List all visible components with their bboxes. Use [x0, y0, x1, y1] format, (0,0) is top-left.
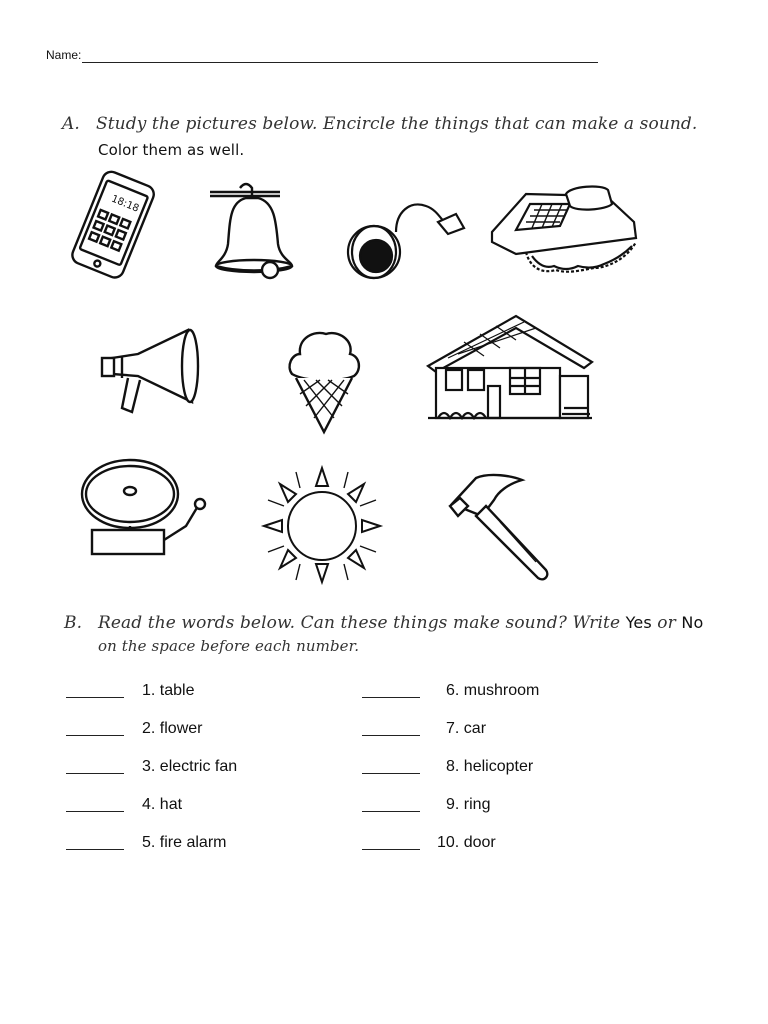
section-b-marker: B.	[64, 613, 83, 633]
answer-blank-10[interactable]	[362, 849, 420, 850]
phone-clock-text: 18:18	[109, 193, 141, 215]
item-word: car	[463, 720, 487, 737]
or-word: or	[651, 613, 682, 633]
section-a-marker: A.	[62, 114, 80, 134]
sun-icon[interactable]	[262, 464, 384, 584]
no-word: No	[681, 613, 704, 632]
item-word: table	[159, 682, 195, 699]
name-blank-line[interactable]	[82, 62, 598, 63]
item-word: ring	[463, 796, 491, 813]
item-number: 9.	[446, 796, 460, 813]
item-number: 5.	[142, 834, 156, 851]
school-bell-icon[interactable]	[76, 456, 208, 560]
item-number: 10.	[437, 834, 460, 851]
section-a-instruction-2: Color them as well.	[98, 141, 245, 159]
ice-cream-icon[interactable]	[284, 326, 364, 436]
section-a-instruction	[62, 114, 697, 134]
answer-blank-6[interactable]	[362, 697, 420, 698]
item-word: door	[463, 834, 496, 851]
item-number: 7.	[446, 720, 460, 737]
item-word: flower	[159, 720, 203, 737]
list-item-9	[446, 796, 490, 814]
item-number: 8.	[446, 758, 460, 775]
answer-blank-1[interactable]	[66, 697, 124, 698]
item-number: 4.	[142, 796, 156, 813]
list-item-8	[446, 758, 533, 776]
answer-blank-4[interactable]	[66, 811, 124, 812]
item-word: hat	[159, 796, 183, 813]
list-item-3	[142, 758, 237, 776]
section-b-instruction-text: Read the words below. Can these things make sound? Write	[98, 613, 626, 633]
answer-blank-3[interactable]	[66, 773, 124, 774]
item-number: 6.	[446, 682, 460, 699]
item-word: electric fan	[159, 758, 238, 775]
name-label: Name:	[46, 48, 82, 62]
hammer-icon[interactable]	[446, 470, 554, 582]
yoyo-icon[interactable]	[346, 192, 472, 286]
list-item-2	[142, 720, 202, 738]
item-number: 2.	[142, 720, 156, 737]
bell-icon[interactable]	[208, 180, 300, 278]
list-item-7	[446, 720, 486, 738]
item-word: helicopter	[463, 758, 534, 775]
item-number: 1.	[142, 682, 156, 699]
item-word: fire alarm	[159, 834, 227, 851]
section-a-instruction-text: Study the pictures below. Encircle the things that can make a sound.	[96, 114, 698, 134]
item-number: 3.	[142, 758, 156, 775]
section-b-instruction	[64, 613, 703, 633]
megaphone-icon[interactable]	[98, 324, 208, 416]
telephone-icon[interactable]	[486, 182, 646, 282]
list-item-1	[142, 682, 195, 700]
item-word: mushroom	[463, 682, 540, 699]
house-icon[interactable]	[424, 312, 596, 424]
section-b-instruction-2: on the space before each number.	[98, 637, 360, 655]
list-item-10	[437, 834, 496, 852]
answer-blank-2[interactable]	[66, 735, 124, 736]
cellphone-icon[interactable]	[58, 172, 170, 278]
answer-blank-8[interactable]	[362, 773, 420, 774]
list-item-5	[142, 834, 226, 852]
answer-blank-5[interactable]	[66, 849, 124, 850]
answer-blank-7[interactable]	[362, 735, 420, 736]
list-item-6	[446, 682, 539, 700]
answer-blank-9[interactable]	[362, 811, 420, 812]
yes-word: Yes	[625, 613, 652, 632]
list-item-4	[142, 796, 182, 814]
